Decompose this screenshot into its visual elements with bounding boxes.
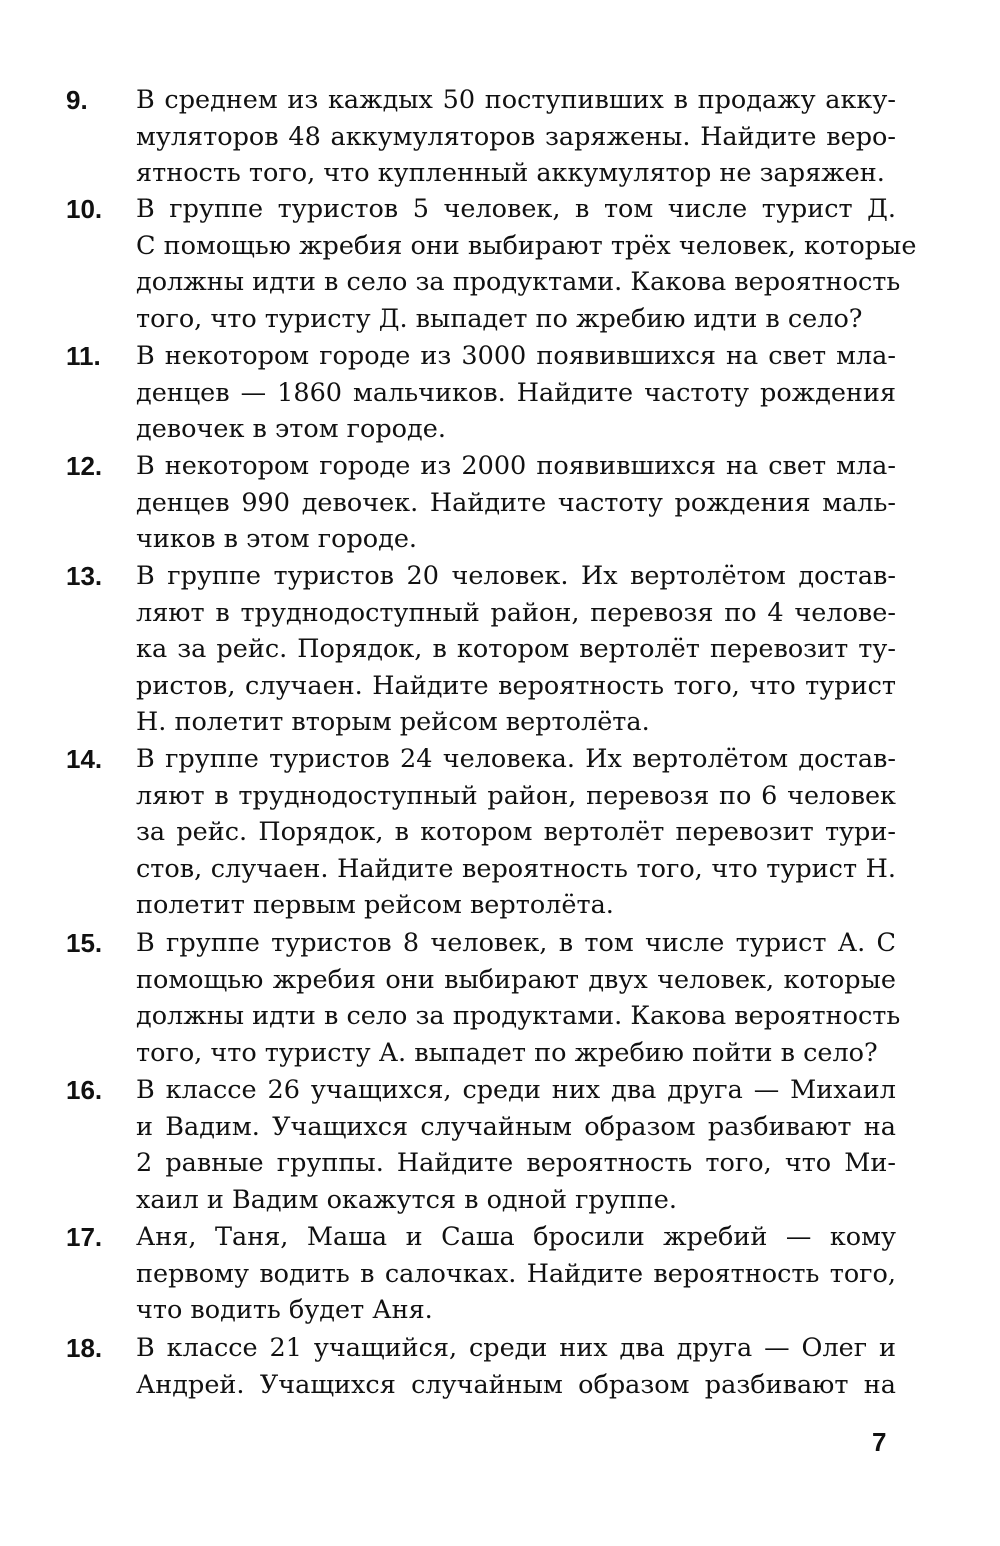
- problem-text: [136, 1072, 896, 1218]
- problem-number: 11.: [66, 341, 101, 371]
- text-line: девочек в этом городе.: [136, 414, 446, 444]
- problem-number: 12.: [66, 451, 103, 481]
- text-line: В группе туристов 24 человека. Их вертолётом достав-: [136, 744, 896, 774]
- problem-text: [136, 1330, 896, 1403]
- problem-number: 18.: [66, 1333, 103, 1363]
- problem-text: [136, 1219, 896, 1329]
- text-line: за рейс. Порядок, в котором вертолёт перевозит тури-: [136, 817, 896, 847]
- problem-text: [136, 558, 896, 741]
- text-line: хаил и Вадим окажутся в одной группе.: [136, 1184, 677, 1215]
- problem-number: 10.: [66, 194, 103, 224]
- text-line: денцев — 1860 мальчиков. Найдите частоту рождения: [136, 377, 896, 408]
- problem-number: 9.: [66, 85, 88, 115]
- text-line: что водить будет Аня.: [136, 1295, 433, 1325]
- problem-number: 17.: [66, 1222, 103, 1252]
- problem-text: [136, 925, 901, 1071]
- text-line: В группе туристов 8 человек, в том числе турист А. С: [136, 928, 896, 958]
- text-line: Аня, Таня, Маша и Саша бросили жребий — кому: [136, 1222, 896, 1252]
- problem-text: [136, 741, 896, 924]
- text-line: должны идти в село за продуктами. Какова вероятность: [136, 267, 901, 297]
- text-line: стов, случаен. Найдите вероятность того, что турист Н.: [136, 853, 896, 884]
- text-line: должны идти в село за продуктами. Какова вероятность: [136, 1001, 901, 1031]
- text-line: полетит первым рейсом вертолёта.: [136, 890, 614, 920]
- text-line: муляторов 48 аккумуляторов заряжены. Найдите веро-: [136, 121, 896, 152]
- problem-number: 13.: [66, 561, 103, 591]
- text-line: 2 равные группы. Найдите вероятность того, что Ми-: [136, 1148, 896, 1178]
- text-line: первому водить в салочках. Найдите вероятность того,: [136, 1258, 896, 1289]
- problem-text: [136, 448, 896, 558]
- text-line: Андрей. Учащихся случайным образом разбивают на: [136, 1369, 896, 1400]
- text-line: ка за рейс. Порядок, в котором вертолёт перевозит ту-: [136, 634, 896, 664]
- problem-number: 14.: [66, 744, 103, 774]
- text-line: В классе 26 учащихся, среди них два друга — Михаил: [136, 1075, 896, 1105]
- text-line: В классе 21 учащийся, среди них два друга — Олег и: [136, 1333, 896, 1363]
- problem-text: [136, 82, 896, 192]
- text-line: ристов, случаен. Найдите вероятность того, что турист: [136, 670, 896, 701]
- text-line: помощью жребия они выбирают двух человек, которые: [136, 964, 896, 995]
- text-line: В группе туристов 5 человек, в том числе турист Д.: [136, 194, 896, 224]
- page-number: 7: [872, 1427, 887, 1457]
- text-line: ятность того, что купленный аккумулятор не заряжен.: [136, 158, 885, 188]
- text-line: В группе туристов 20 человек. Их вертолётом достав-: [136, 561, 896, 591]
- problem-text: [136, 338, 896, 448]
- text-line: В некотором городе из 3000 появившихся на свет мла-: [136, 341, 896, 371]
- text-line: денцев 990 девочек. Найдите частоту рождения маль-: [136, 487, 896, 518]
- text-line: чиков в этом городе.: [136, 524, 418, 554]
- text-line: ляют в труднодоступный район, перевозя по 4 челове-: [136, 597, 896, 628]
- problem-number: 15.: [66, 928, 103, 958]
- text-line: того, что туристу Д. выпадет по жребию идти в село?: [136, 303, 863, 334]
- text-line: и Вадим. Учащихся случайным образом разбивают на: [136, 1111, 896, 1142]
- text-line: В некотором городе из 2000 появившихся на свет мла-: [136, 451, 896, 481]
- problem-number: 16.: [66, 1075, 103, 1105]
- text-line: того, что туристу А. выпадет по жребию пойти в село?: [136, 1037, 878, 1068]
- text-line: Н. полетит вторым рейсом вертолёта.: [136, 707, 650, 737]
- problem-text: [136, 191, 917, 337]
- text-line: С помощью жребия они выбирают трёх человек, которые: [136, 230, 917, 261]
- text-line: ляют в труднодоступный район, перевозя по 6 человек: [136, 780, 896, 811]
- text-line: В среднем из каждых 50 поступивших в продажу акку-: [136, 85, 896, 115]
